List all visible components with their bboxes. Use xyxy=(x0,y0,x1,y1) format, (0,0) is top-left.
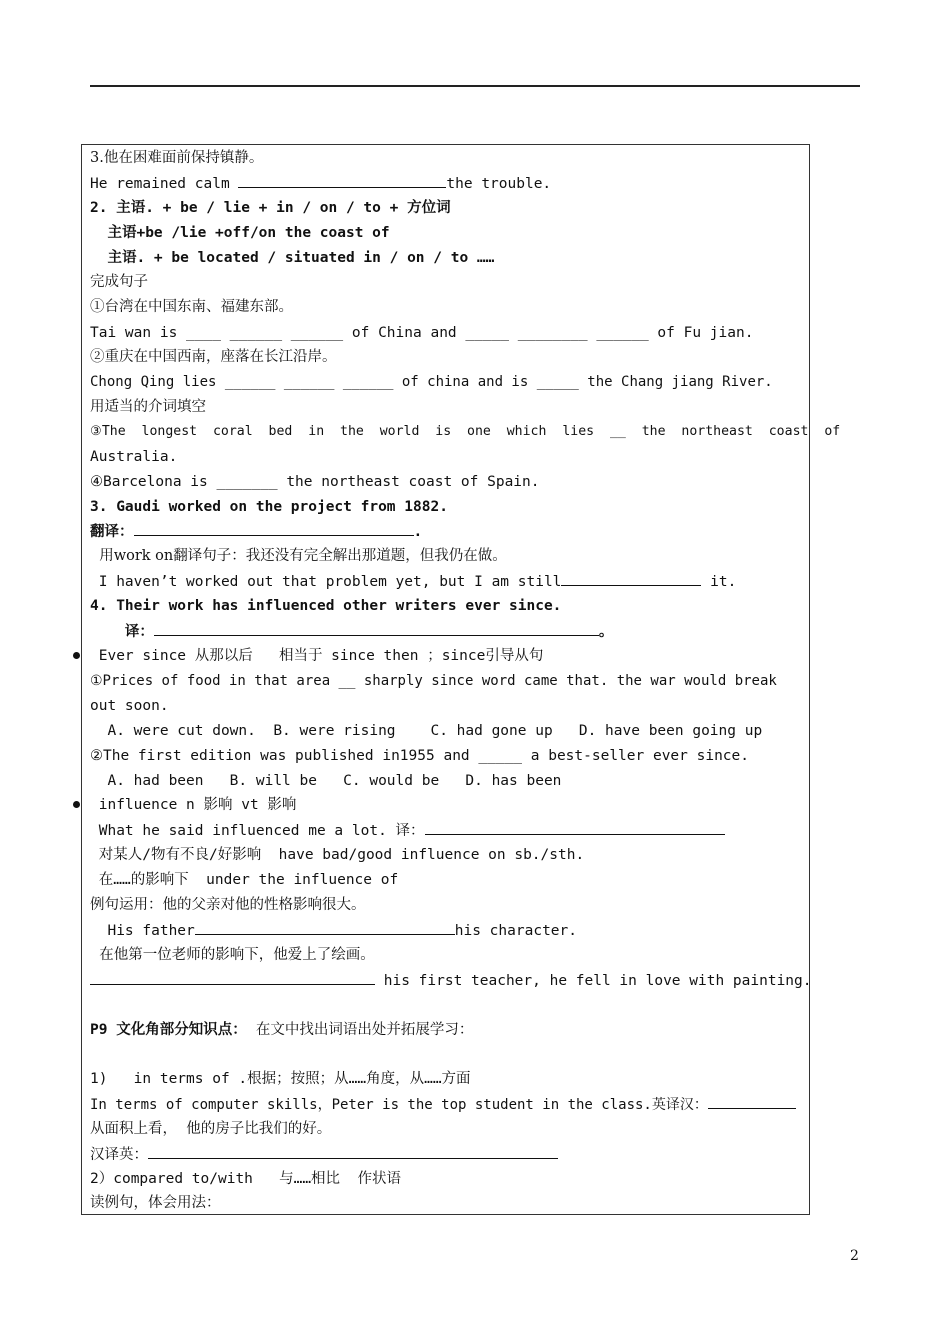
text-line: ①Prices of food in that area __ sharply since word came that. the war would break xyxy=(90,673,777,689)
section-heading: 3. Gaudi worked on the project from 1882. xyxy=(90,499,448,515)
bullet-icon xyxy=(73,801,80,808)
text-line: 在……的影响下 under the influence of xyxy=(90,872,399,888)
text-line: 读例句，体会用法： xyxy=(90,1195,221,1211)
option-line: A. were cut down. B. were rising C. had gone up D. have been going up xyxy=(90,723,763,739)
text-line: out soon. xyxy=(90,698,169,714)
section-heading: P9 文化角部分知识点： 在文中找出词语出处并拓展学习： xyxy=(90,1022,474,1038)
option-line: A. had been B. will be C. would be D. has been xyxy=(90,773,562,789)
answer-blank[interactable] xyxy=(90,970,375,985)
text-line: His father his character. xyxy=(90,920,577,941)
text-line: He remained calm the trouble. xyxy=(90,173,551,194)
section-heading: 4. Their work has influenced other writers ever since. xyxy=(90,598,562,614)
answer-blank[interactable] xyxy=(238,173,446,188)
text-line: 翻译： . xyxy=(90,521,422,542)
answer-blank[interactable] xyxy=(561,571,701,586)
text-line: 译： 。 xyxy=(90,621,613,642)
header-rule xyxy=(90,85,860,87)
text-line: 1) in terms of .根据；按照；从……角度，从……方面 xyxy=(90,1071,471,1087)
text-line: 用work on翻译句子：我还没有完全解出那道题，但我仍在做。 xyxy=(90,548,507,564)
text-line: 例句运用：他的父亲对他的性格影响很大。 xyxy=(90,897,366,913)
text-line: 从面积上看， 他的房子比我们的好。 xyxy=(90,1121,332,1137)
text-line: 主语+be /lie +off/on the coast of xyxy=(90,225,390,241)
bullet-icon xyxy=(73,652,80,659)
text-line: 汉译英： xyxy=(90,1144,558,1165)
text-line: ④Barcelona is _______ the northeast coast of Spain. xyxy=(90,474,540,490)
answer-blank[interactable] xyxy=(708,1094,796,1109)
text-line: 3.他在困难面前保持镇静。 xyxy=(90,150,264,166)
text-line: Australia. xyxy=(90,449,178,465)
text-line: 2）compared to/with 与……相比 作状语 xyxy=(90,1171,402,1187)
answer-blank[interactable] xyxy=(195,920,455,935)
answer-blank[interactable] xyxy=(134,521,414,536)
answer-blank[interactable] xyxy=(154,621,599,636)
page-number: 2 xyxy=(850,1248,859,1264)
text-line: Tai wan is ____ ______ ______ of China and _____ ________ ______ of Fu jian. xyxy=(90,325,754,341)
text-line: ②The first edition was published in1955 and _____ a best-seller ever since. xyxy=(90,748,749,764)
text-line: Ever since 从那以后 相当于 since then ；since引导从句 xyxy=(90,648,544,664)
answer-blank[interactable] xyxy=(425,820,725,835)
text-line: I haven’t worked out that problem yet, but I am still it. xyxy=(90,571,736,592)
text-line: influence n 影响 vt 影响 xyxy=(90,797,297,813)
text-line: 在他第一位老师的影响下，他爱上了绘画。 xyxy=(90,947,375,963)
answer-blank[interactable] xyxy=(148,1144,558,1159)
text-line: ③The longest coral bed in the world is one which lies __ the northeast coast of xyxy=(90,424,841,439)
text-line: 完成句子 xyxy=(90,274,148,290)
text-line: What he said influenced me a lot. 译： xyxy=(90,820,725,841)
text-line: In terms of computer skills，Peter is the top student in the class.英译汉： xyxy=(90,1094,796,1115)
text-line: his first teacher, he fell in love with painting. xyxy=(90,970,812,991)
text-line: Chong Qing lies ______ ______ ______ of china and is _____ the Chang jiang River. xyxy=(90,374,773,390)
text-line: 对某人/物有不良/好影响 have bad/good influence on sb./sth. xyxy=(90,847,585,863)
text-line: ①台湾在中国东南、福建东部。 xyxy=(90,299,293,315)
text-line: 用适当的介词填空 xyxy=(90,399,206,415)
text-line: ②重庆在中国西南，座落在长江沿岸。 xyxy=(90,349,337,365)
section-heading: 2. 主语. + be / lie + in / on / to + 方位词 xyxy=(90,200,451,216)
text-line: 主语. + be located / situated in / on / to …… xyxy=(90,250,495,266)
